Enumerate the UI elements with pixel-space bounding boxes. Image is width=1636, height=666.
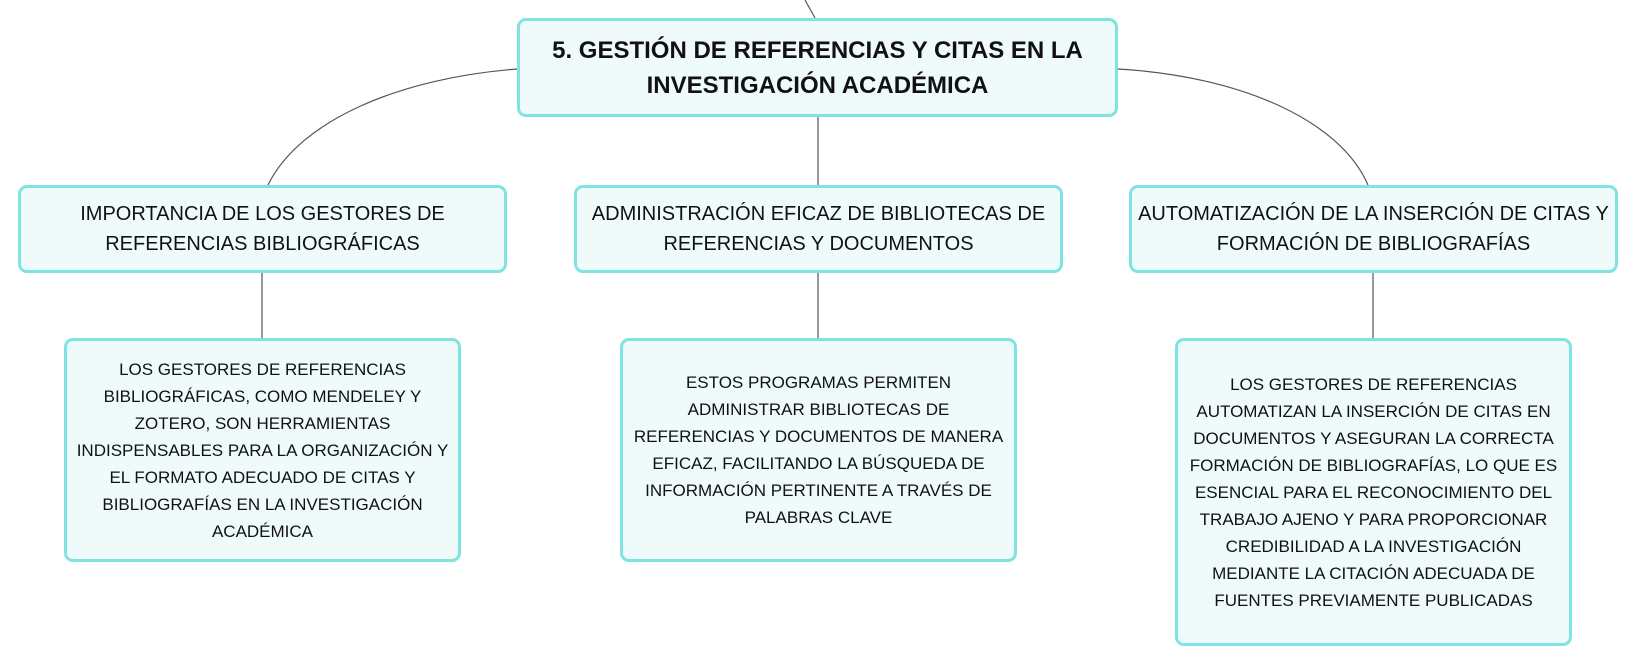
branch-node-automatizacion[interactable] (1129, 185, 1618, 273)
detail-node-importancia[interactable] (64, 338, 461, 562)
root-topic-node[interactable] (517, 18, 1118, 117)
connector-from-parent (805, 0, 815, 18)
detail-node-automatizacion[interactable] (1175, 338, 1572, 646)
detail-node-administracion[interactable] (620, 338, 1017, 562)
root-topic-label: 5. GESTIÓN DE REFERENCIAS Y CITAS EN LA INVESTIGACIÓN ACADÉMICA (552, 36, 1083, 99)
connector-root-branch-3 (1118, 69, 1368, 185)
detail-text: LOS GESTORES DE REFERENCIAS BIBLIOGRÁFICAS, COMO MENDELEY Y ZOTERO, SON HERRAMIENTAS INDISPENSABLES PARA LA ORGANIZACIÓN Y EL FORMATO ADECUADO DE CITAS Y BIBLIOGRAFÍAS EN LA INVESTIGACIÓN ACADÉMICA (76, 359, 449, 541)
branch-node-administracion[interactable] (574, 185, 1063, 273)
connector-root-branch-1 (268, 69, 517, 185)
branch-label: AUTOMATIZACIÓN DE LA INSERCIÓN DE CITAS Y FORMACIÓN DE BIBLIOGRAFÍAS (1138, 203, 1609, 255)
branch-node-importancia[interactable] (18, 185, 507, 273)
detail-text: LOS GESTORES DE REFERENCIAS AUTOMATIZAN LA INSERCIÓN DE CITAS EN DOCUMENTOS Y ASEGURAN LA CORRECTA FORMACIÓN DE BIBLIOGRAFÍAS, LO QUE ES ESENCIAL PARA EL RECONOCIMIENTO DEL TRABAJO AJENO Y PARA PROPORCIONAR CREDIBILIDAD A LA INVESTIGACIÓN MEDIANTE LA CITACIÓN ADECUADA DE FUENTES PREVIAMENTE PUBLICADAS (1189, 374, 1558, 610)
branch-label: ADMINISTRACIÓN EFICAZ DE BIBLIOTECAS DE REFERENCIAS Y DOCUMENTOS (591, 203, 1046, 255)
branch-label: IMPORTANCIA DE LOS GESTORES DE REFERENCIAS BIBLIOGRÁFICAS (80, 203, 445, 255)
detail-text: ESTOS PROGRAMAS PERMITEN ADMINISTRAR BIBLIOTECAS DE REFERENCIAS Y DOCUMENTOS DE MANERA EFICAZ, FACILITANDO LA BÚSQUEDA DE INFORMACIÓN PERTINENTE A TRAVÉS DE PALABRAS CLAVE (633, 373, 1004, 527)
